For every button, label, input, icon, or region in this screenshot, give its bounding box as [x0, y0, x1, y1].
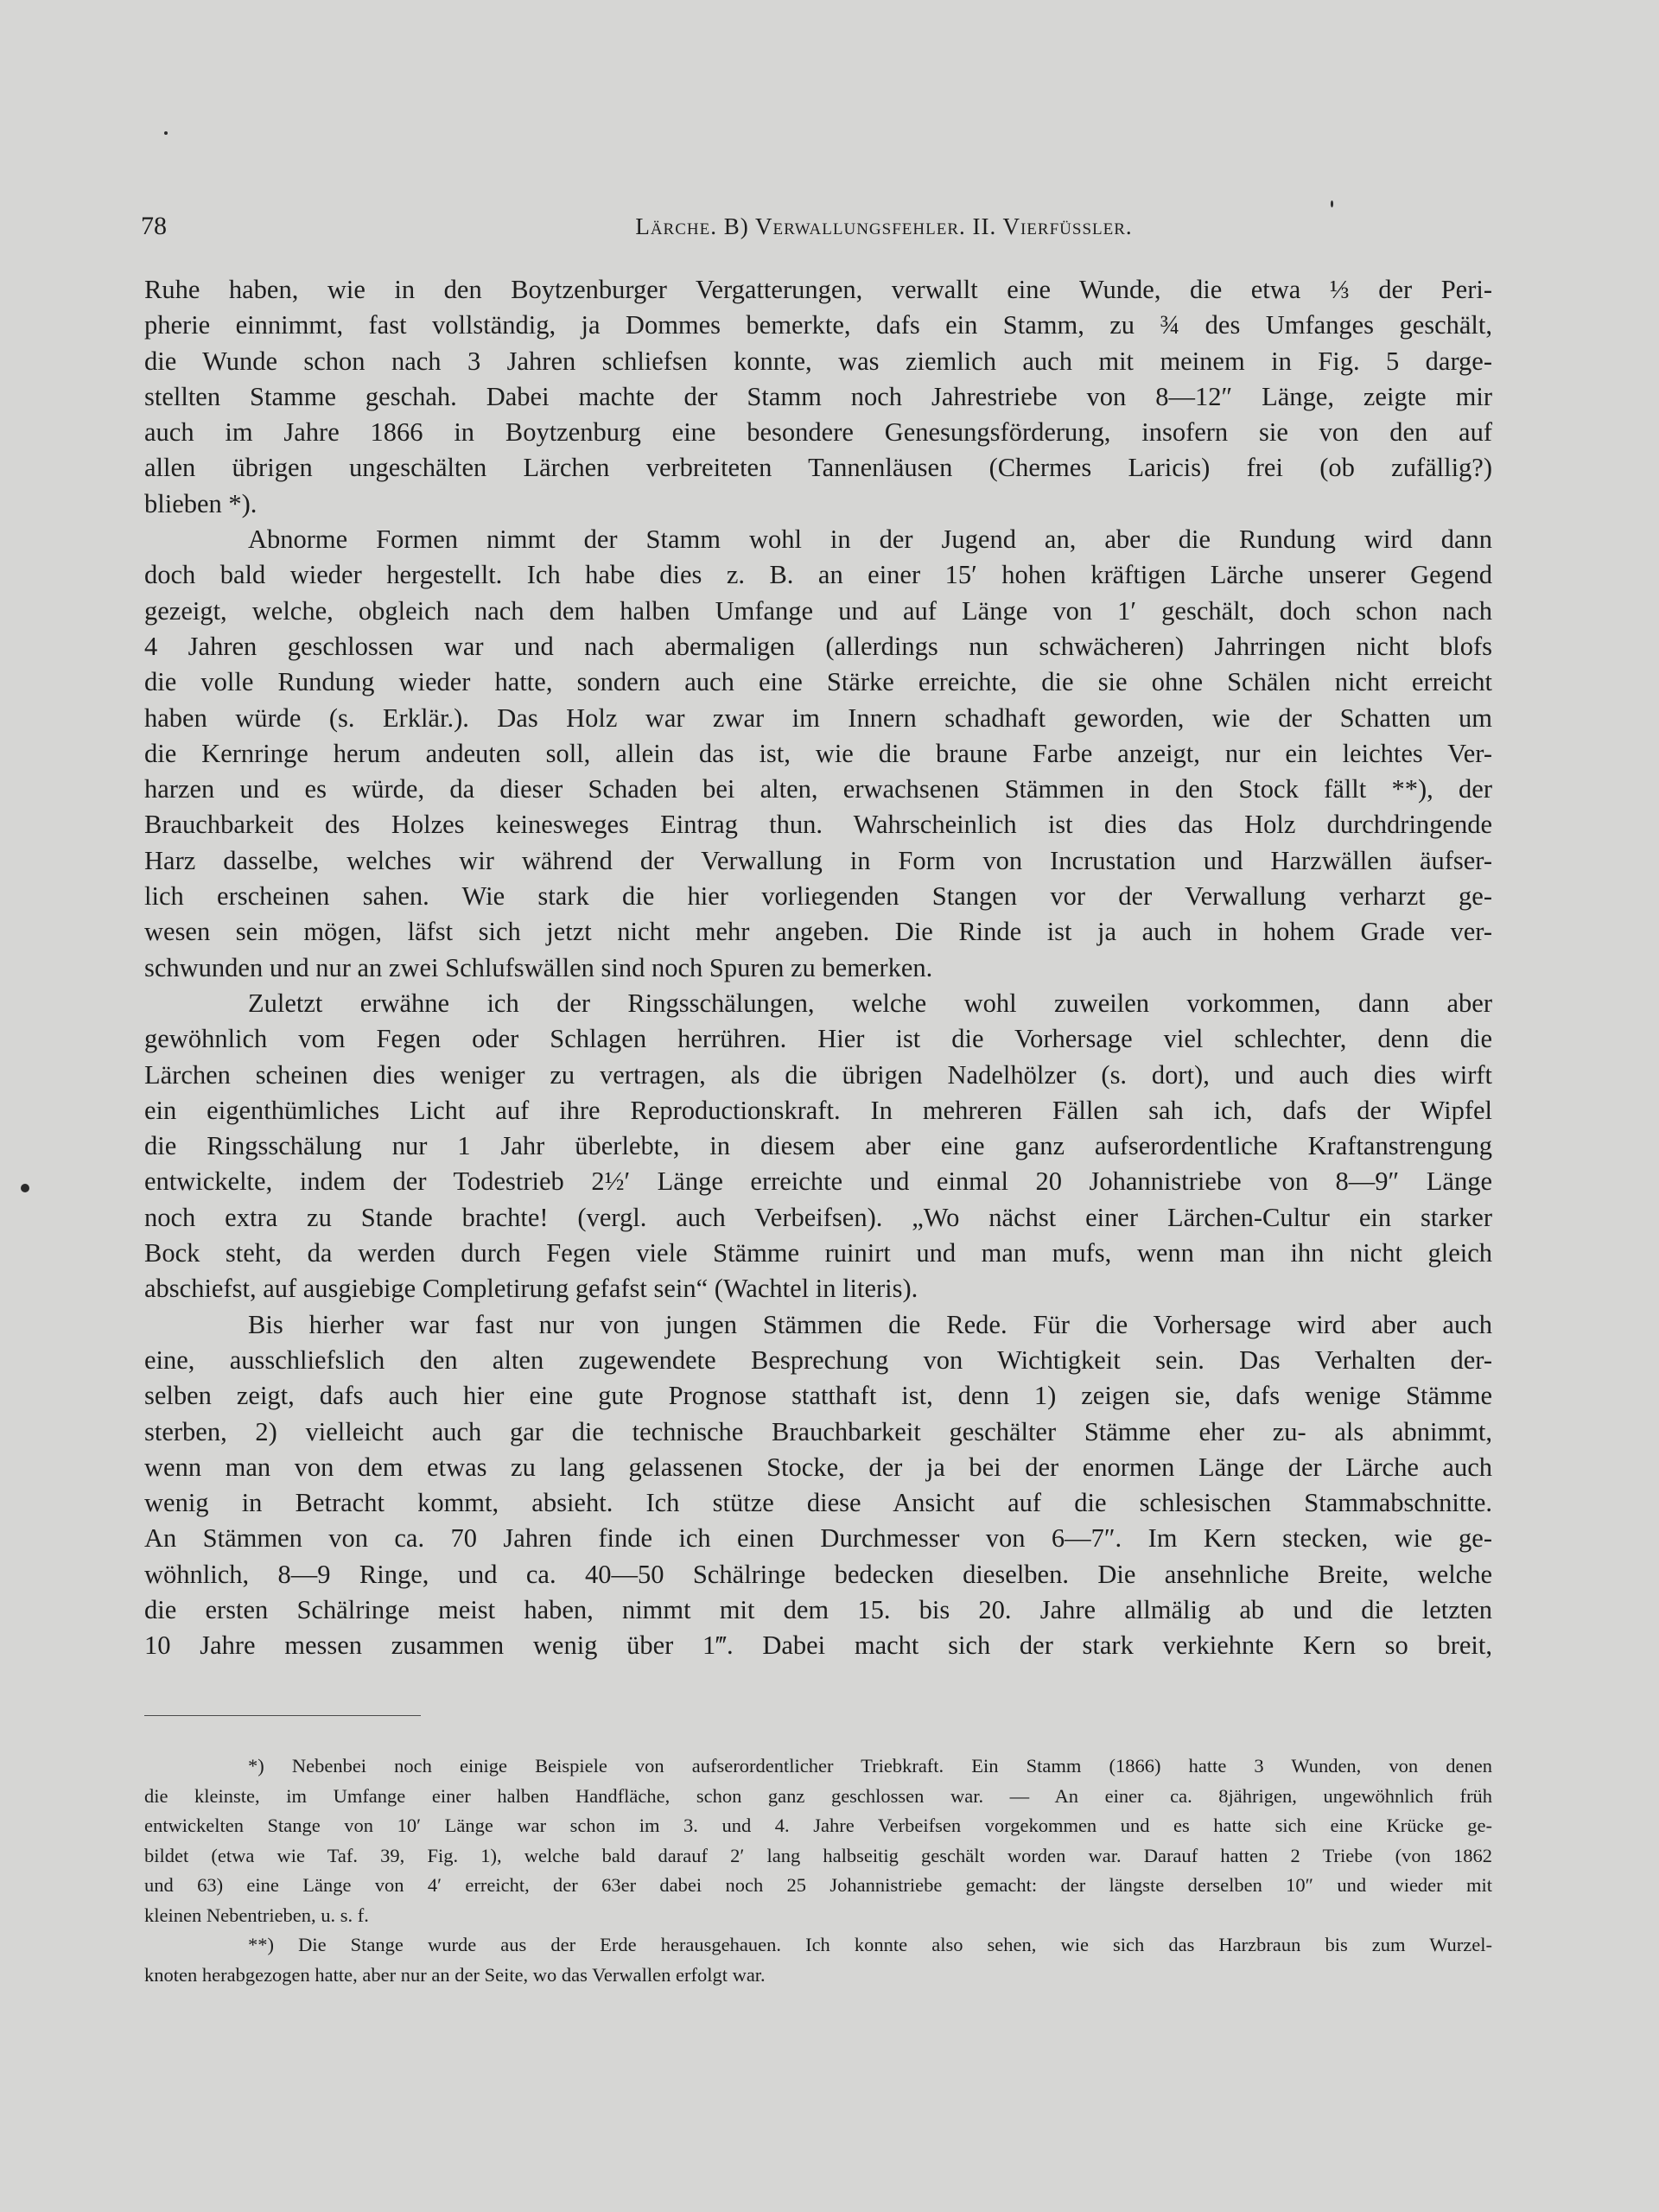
footnote-start: *) Nebenbei noch einige Beispiele von aufserordentlicher Triebkraft. Ein Stamm (1866) hatte 3 Wunden, von denen: [248, 1755, 1492, 1777]
text-line: gezeigt, welche, obgleich nach dem halben Umfange und auf Länge von 1′ geschält, doch schon nach: [144, 595, 1492, 626]
text-line: noch extra zu Stande brachte! (vergl. auch Verbeifsen). „Wo nächst einer Lärchen-Cultur ein starker: [144, 1202, 1492, 1232]
footnote-line: und 63) eine Länge von 4′ erreicht, der 63er dabei noch 25 Johannistriebe gemacht: der längste derselben 10″ und wieder mit: [144, 1874, 1492, 1896]
text-line: auch im Jahre 1866 in Boytzenburg eine besondere Genesungsförderung, insofern sie von den auf: [144, 417, 1492, 448]
text-line: ein eigenthümliches Licht auf ihre Reproductionskraft. In mehreren Fällen sah ich, dafs der Wipfel: [144, 1095, 1492, 1125]
text-line: pherie einnimmt, fast vollständig, ja Dommes bemerkte, dafs ein Stamm, zu ¾ des Umfanges geschält,: [144, 310, 1492, 340]
text-line: die volle Rundung wieder hatte, sondern auch eine Stärke erreichte, die sie ohne Schälen nicht erreicht: [144, 667, 1492, 697]
body-text: [144, 272, 1492, 1664]
text-line: wesen sein mögen, läfst sich jetzt nicht mehr angeben. Die Rinde ist ja auch in hohem Grade ver-: [144, 917, 1492, 947]
footnote-line: bildet (etwa wie Taf. 39, Fig. 1), welche bald darauf 2′ lang halbseitig geschält worden war. Darauf hatten 2 Triebe (von 1862: [144, 1844, 1492, 1866]
text-line: An Stämmen von ca. 70 Jahren finde ich einen Durchmesser von 6—7″. Im Kern stecken, wie ge-: [144, 1523, 1492, 1554]
text-line: lich erscheinen sahen. Wie stark die hier vorliegenden Stangen vor der Verwallung verharzt ge-: [144, 881, 1492, 912]
text-line: entwickelte, indem der Todestrieb 2½′ Länge erreichte und einmal 20 Johannistriebe von 8—9″ Länge: [144, 1166, 1492, 1197]
footnote-start: **) Die Stange wurde aus der Erde herausgehauen. Ich konnte also sehen, wie sich das Harzbraun bis zum Wurzel-: [248, 1934, 1492, 1955]
text-line: blieben *).: [144, 488, 257, 518]
text-line: haben würde (s. Erklär.). Das Holz war zwar im Innern schadhaft geworden, wie der Schatten um: [144, 702, 1492, 733]
text-line: die Wunde schon nach 3 Jahren schliefsen konnte, was ziemlich auch mit meinem in Fig. 5 darge-: [144, 346, 1492, 376]
print-speck: [1331, 200, 1333, 207]
paragraph-start: Bis hierher war fast nur von jungen Stämmen die Rede. Für die Vorhersage wird aber auch: [248, 1309, 1492, 1339]
footnote-line: knoten herabgezogen hatte, aber nur an der Seite, wo das Verwallen erfolgt war.: [144, 1963, 766, 1986]
text-line: Ruhe haben, wie in den Boytzenburger Vergatterungen, verwallt eine Wunde, die etwa ⅓ der Peri-: [144, 275, 1492, 304]
page-header: [141, 207, 1497, 245]
text-line: eine, ausschliefslich den alten zugewendete Besprechung von Wichtigkeit sein. Das Verhalten der-: [144, 1344, 1492, 1375]
text-line: harzen und es würde, da dieser Schaden bei alten, erwachsenen Stämmen in den Stock fällt **), der: [144, 774, 1492, 804]
text-line: die Kernringe herum andeuten soll, allein das ist, wie die braune Farbe anzeigt, nur ein leichtes Ver-: [144, 738, 1492, 768]
text-line: die ersten Schälringe meist haben, nimmt mit dem 15. bis 20. Jahre allmälig ab und die letzten: [144, 1594, 1492, 1624]
text-line: sterben, 2) vielleicht auch gar die technische Brauchbarkeit geschälter Stämme eher zu- als abnimmt,: [144, 1416, 1492, 1446]
footnote-line: die kleinste, im Umfange einer halben Handfläche, schon ganz geschlossen war. — An einer ca. 8jährigen, ungewöhnlich früh: [144, 1784, 1492, 1807]
footnote-line: entwickelten Stange von 10′ Länge war schon im 3. und 4. Jahre Verbeifsen vorgekommen und es hatte sich eine Krücke ge-: [144, 1815, 1492, 1836]
text-line: 4 Jahren geschlossen war und nach abermaligen (allerdings nun schwächeren) Jahrringen nicht blofs: [144, 631, 1492, 661]
footnotes: [144, 1751, 1492, 1990]
text-line: wenn man von dem etwas zu lang gelassenen Stocke, der ja bei der enormen Länge der Lärche auch: [144, 1452, 1492, 1482]
text-line: gewöhnlich vom Fegen oder Schlagen herrühren. Hier ist die Vorhersage viel schlechter, denn die: [144, 1024, 1492, 1054]
text-line: selben zeigt, dafs auch hier eine gute Prognose statthaft ist, denn 1) zeigen sie, dafs wenige Stämme: [144, 1381, 1492, 1411]
running-head: Lärche. B) Verwallungsfehler. II. Vierfüssler.: [635, 213, 1133, 239]
text-line: Harz dasselbe, welches wir während der Verwallung in Form von Incrustation und Harzwällen äufser-: [144, 845, 1492, 875]
text-line: 10 Jahre messen zusammen wenig über 1‴. Dabei macht sich der stark verkiehnte Kern so breit,: [144, 1630, 1492, 1661]
print-speck: [21, 1184, 29, 1192]
text-line: abschiefst, auf ausgiebige Completirung gefafst sein“ (Wachtel in literis).: [144, 1274, 918, 1304]
text-line: doch bald wieder hergestellt. Ich habe dies z. B. an einer 15′ hohen kräftigen Lärche unserer Gegend: [144, 560, 1492, 590]
text-line: Lärchen scheinen dies weniger zu vertragen, als die übrigen Nadelhölzer (s. dort), und auch dies wirft: [144, 1059, 1492, 1090]
text-line: schwunden und nur an zwei Schlufswällen sind noch Spuren zu bemerken.: [144, 952, 933, 982]
page-number: 78: [141, 212, 167, 240]
text-line: Bock steht, da werden durch Fegen viele Stämme ruinirt und man mufs, wenn man ihn nicht gleich: [144, 1238, 1492, 1268]
paragraph-start: Zuletzt erwähne ich der Ringsschälungen, welche wohl zuweilen vorkommen, dann aber: [248, 988, 1492, 1018]
text-line: allen übrigen ungeschälten Lärchen verbreiteten Tannenläusen (Chermes Laricis) frei (ob zufällig?): [144, 453, 1492, 483]
text-line: Brauchbarkeit des Holzes keinesweges Eintrag thun. Wahrscheinlich ist dies das Holz durchdringende: [144, 810, 1492, 840]
text-line: wöhnlich, 8—9 Ringe, und ca. 40—50 Schälringe bedecken dieselben. Die ansehnliche Breite, welche: [144, 1559, 1492, 1589]
footnote-separator: [144, 1715, 421, 1716]
text-line: stellten Stamme geschah. Dabei machte der Stamm noch Jahrestriebe von 8—12″ Länge, zeigte mir: [144, 381, 1492, 411]
text-line: wenig in Betracht kommt, absieht. Ich stütze diese Ansicht auf die schlesischen Stammabschnitte.: [144, 1488, 1492, 1518]
paragraph-start: Abnorme Formen nimmt der Stamm wohl in der Jugend an, aber die Rundung wird dann: [248, 524, 1492, 555]
text-line: die Ringsschälung nur 1 Jahr überlebte, in diesem aber eine ganz aufserordentliche Kraftanstrengung: [144, 1131, 1492, 1161]
footnote-line: kleinen Nebentrieben, u. s. f.: [144, 1904, 369, 1926]
print-speck: [164, 131, 168, 135]
